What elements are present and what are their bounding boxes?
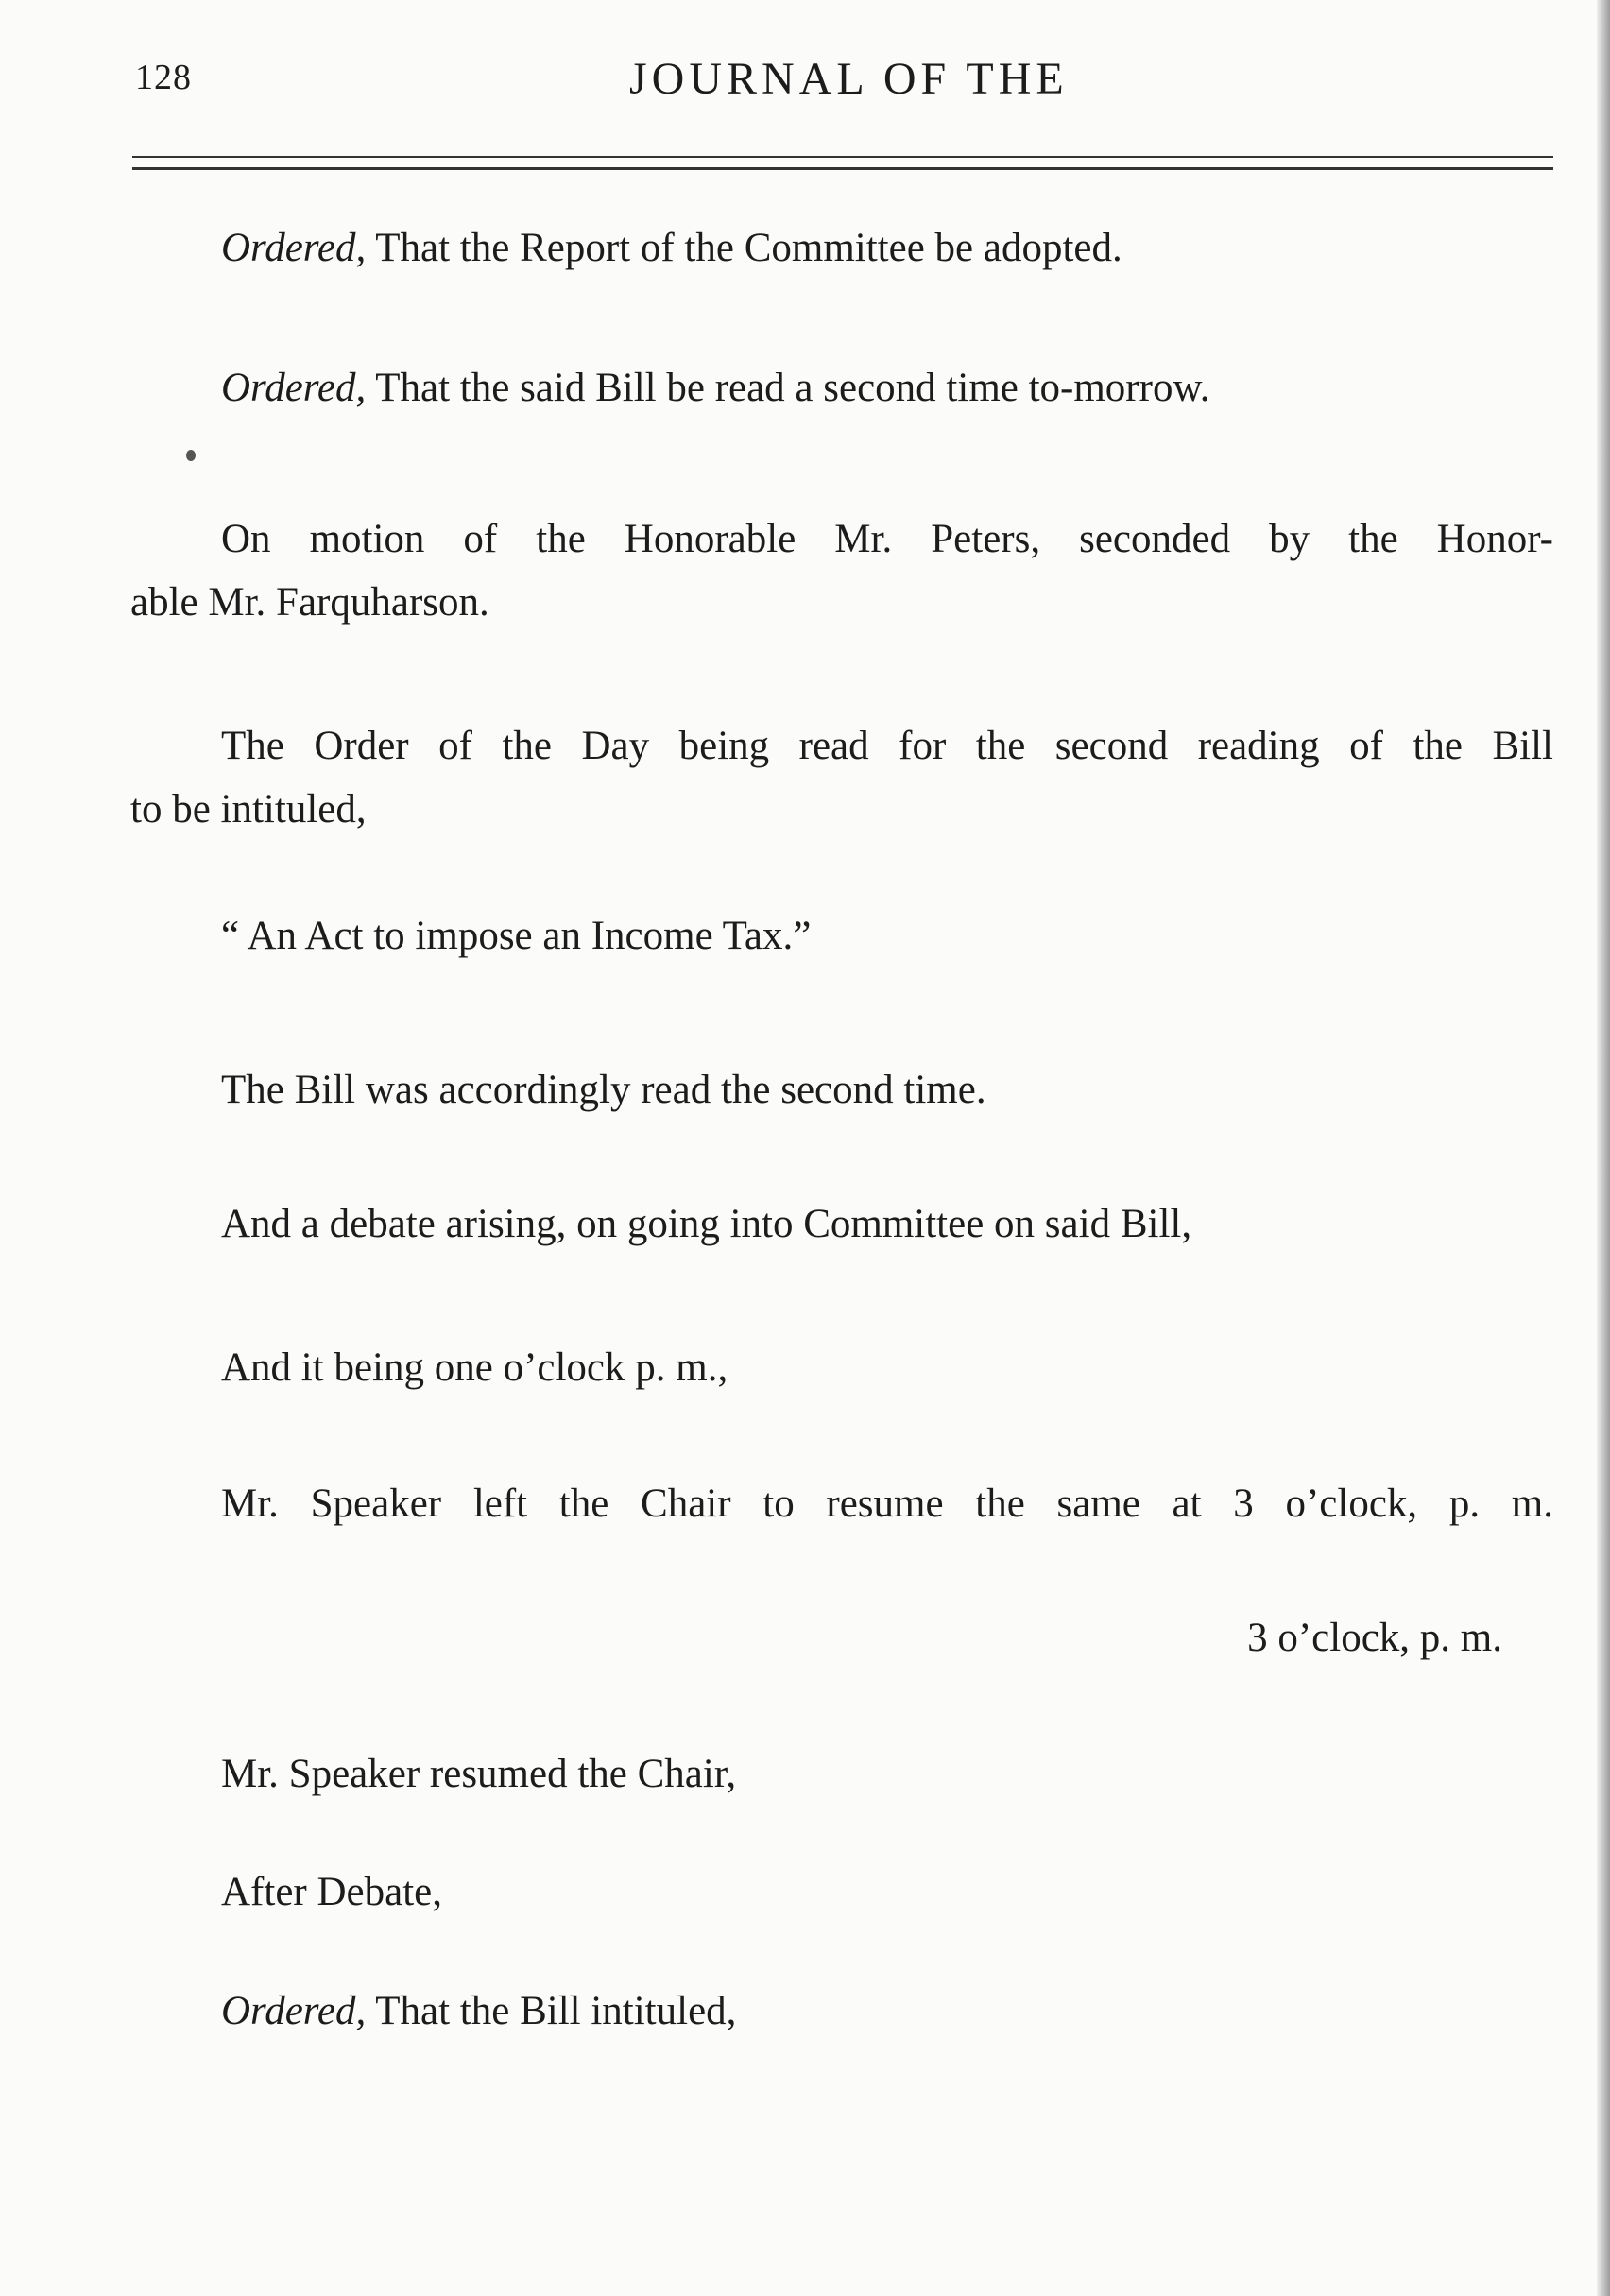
paragraph-order-of-day-line-2: to be intituled, xyxy=(130,787,367,831)
ordered-label: Ordered, xyxy=(221,1989,367,2033)
paragraph-motion-line-1: On motion of the Honorable Mr. Peters, seconded by the Honor- xyxy=(221,517,1553,561)
ordered-label: Ordered, xyxy=(221,366,367,410)
running-head: JOURNAL OF THE xyxy=(629,54,1069,104)
time-heading: 3 o’clock, p. m. xyxy=(1247,1616,1502,1660)
paragraph-debate-arising: And a debate arising, on going into Committee on said Bill, xyxy=(221,1202,1192,1246)
paragraph-report-adopted xyxy=(221,224,1122,273)
page-number: 128 xyxy=(135,58,192,97)
paragraph-text: That the Bill intituled, xyxy=(366,1989,737,2033)
ordered-label: Ordered, xyxy=(221,226,367,270)
paragraph-after-debate: After Debate, xyxy=(221,1870,442,1914)
header-rule-bottom xyxy=(132,167,1553,170)
header-rule-top xyxy=(132,156,1553,158)
paragraph-speaker-resumed: Mr. Speaker resumed the Chair, xyxy=(221,1752,737,1796)
bill-title: “ An Act to impose an Income Tax.” xyxy=(221,914,812,958)
paragraph-bill-read: The Bill was accordingly read the second time. xyxy=(221,1068,986,1112)
paragraph-order-of-day-line-1: The Order of the Day being read for the second reading of the Bill xyxy=(221,724,1553,768)
paragraph-text: That the said Bill be read a second time to-morrow. xyxy=(366,366,1210,410)
paragraph-text: That the Report of the Committee be adopted. xyxy=(366,226,1122,270)
paragraph-motion-line-2: able Mr. Farquharson. xyxy=(130,580,489,625)
paragraph-one-oclock: And it being one o’clock p. m., xyxy=(221,1345,728,1390)
page-edge xyxy=(1597,0,1610,2296)
ink-speck xyxy=(186,450,196,461)
paragraph-bill-intituled xyxy=(221,1987,736,2036)
paragraph-speaker-left: Mr. Speaker left the Chair to resume the same at 3 o’clock, p. m. xyxy=(221,1482,1553,1526)
paragraph-second-reading-order xyxy=(221,364,1209,413)
